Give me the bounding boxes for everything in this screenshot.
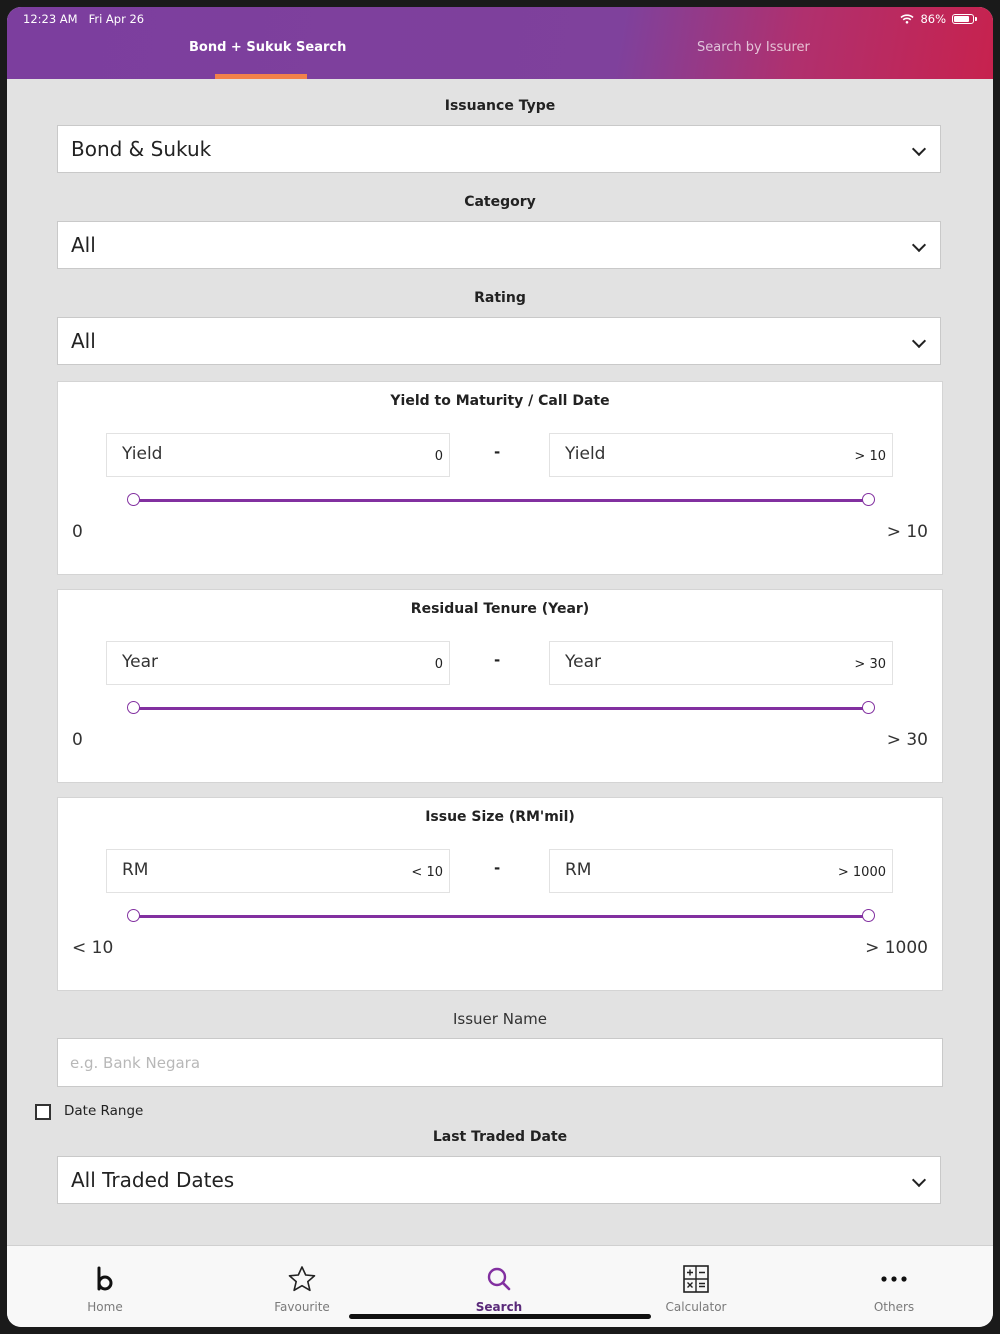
ytm-min-label: 0: [72, 522, 83, 542]
ytm-slider-track[interactable]: [133, 499, 869, 502]
ytm-slider-min-handle[interactable]: [127, 493, 140, 506]
tabbar-others[interactable]: [824, 1246, 964, 1327]
ytm-max-label: > 10: [886, 522, 928, 542]
last-traded-label: Last Traded Date: [432, 1129, 568, 1145]
search-icon: [483, 1264, 515, 1294]
more-dots-icon: [878, 1264, 910, 1294]
last-traded-value: All Traded Dates: [71, 1168, 235, 1192]
issue-size-from-value: < 10: [411, 865, 443, 880]
range-separator: -: [494, 859, 501, 877]
ytm-to-value: > 10: [854, 449, 886, 464]
rating-value: All: [71, 329, 96, 353]
tabbar-home-label: Home: [87, 1300, 123, 1314]
issue-size-max-label: > 1000: [865, 938, 928, 958]
issue-size-to-value: > 1000: [837, 865, 886, 880]
issue-size-slider-min-handle[interactable]: [127, 909, 140, 922]
status-indicators: [900, 12, 977, 26]
issuer-name-label: Issuer Name: [453, 1010, 547, 1028]
tenure-to-label: Year: [565, 652, 601, 672]
tenure-from-input[interactable]: [106, 641, 450, 685]
b-logo-icon: [89, 1264, 121, 1294]
tabbar-favourite-label: Favourite: [274, 1300, 330, 1314]
tabbar-others-label: Others: [873, 1300, 915, 1314]
tenure-slider-track[interactable]: [133, 707, 869, 710]
issuance-type-select[interactable]: [57, 125, 941, 173]
ytm-from-label: Yield: [122, 444, 163, 464]
ytm-slider-max-handle[interactable]: [862, 493, 875, 506]
home-indicator[interactable]: [349, 1314, 651, 1319]
issuer-name-field[interactable]: [57, 1038, 943, 1087]
tabbar-home[interactable]: [35, 1246, 175, 1327]
wifi-icon: [900, 14, 914, 24]
range-separator: -: [494, 443, 501, 461]
app-screen: [7, 7, 993, 1327]
category-select[interactable]: [57, 221, 941, 269]
chevron-down-icon: [912, 238, 926, 252]
issue-size-title: Issue Size (RM'mil): [425, 809, 575, 825]
tenure-title: Residual Tenure (Year): [410, 601, 590, 617]
rating-label: Rating: [474, 290, 526, 306]
tenure-from-label: Year: [122, 652, 158, 672]
ytm-title: Yield to Maturity / Call Date: [390, 393, 610, 409]
issuance-type-label: Issuance Type: [444, 98, 556, 114]
tenure-min-label: 0: [72, 730, 83, 750]
ytm-to-input[interactable]: [549, 433, 893, 477]
tenure-to-value: > 30: [854, 657, 886, 672]
issue-size-to-label: RM: [565, 860, 592, 880]
battery-cap: [975, 17, 977, 21]
active-tab-indicator: [215, 74, 307, 79]
tenure-from-value: 0: [434, 657, 443, 672]
tenure-card: [57, 589, 943, 783]
status-date: Fri Apr 26: [88, 12, 145, 26]
issue-size-slider-track[interactable]: [133, 915, 869, 918]
chevron-down-icon: [912, 1173, 926, 1187]
issue-size-card: [57, 797, 943, 991]
chevron-down-icon: [912, 334, 926, 348]
tabbar-search-label: Search: [475, 1300, 523, 1314]
battery-icon: [952, 14, 974, 24]
calculator-icon: [680, 1264, 712, 1294]
issue-size-from-input[interactable]: [106, 849, 450, 893]
range-separator: -: [494, 651, 501, 669]
tenure-max-label: > 30: [886, 730, 928, 750]
ytm-from-value: 0: [434, 449, 443, 464]
date-range-checkbox[interactable]: [35, 1104, 51, 1120]
issue-size-slider-max-handle[interactable]: [862, 909, 875, 922]
header: [7, 7, 993, 79]
tenure-slider-max-handle[interactable]: [862, 701, 875, 714]
category-label: Category: [464, 194, 536, 210]
chevron-down-icon: [912, 142, 926, 156]
tenure-slider-min-handle[interactable]: [127, 701, 140, 714]
ytm-card: [57, 381, 943, 575]
tab-search-by-issuer[interactable]: Search by Issurer: [697, 40, 810, 55]
issuer-name-input[interactable]: [58, 1039, 942, 1086]
tenure-to-input[interactable]: [549, 641, 893, 685]
last-traded-select[interactable]: [57, 1156, 941, 1204]
battery-percent: 86%: [920, 12, 946, 26]
tab-bond-sukuk-search[interactable]: Bond + Sukuk Search: [189, 40, 347, 55]
rating-select[interactable]: [57, 317, 941, 365]
clock: 12:23 AM: [23, 12, 78, 26]
issue-size-from-label: RM: [122, 860, 149, 880]
status-time: [23, 12, 144, 26]
tabbar-calculator-label: Calculator: [665, 1300, 727, 1314]
issuance-type-value: Bond & Sukuk: [71, 137, 212, 161]
date-range-label[interactable]: Date Range: [64, 1103, 144, 1119]
ytm-to-label: Yield: [565, 444, 606, 464]
star-icon: [286, 1264, 318, 1294]
category-value: All: [71, 233, 96, 257]
issue-size-min-label: < 10: [72, 938, 114, 958]
ytm-from-input[interactable]: [106, 433, 450, 477]
issue-size-to-input[interactable]: [549, 849, 893, 893]
